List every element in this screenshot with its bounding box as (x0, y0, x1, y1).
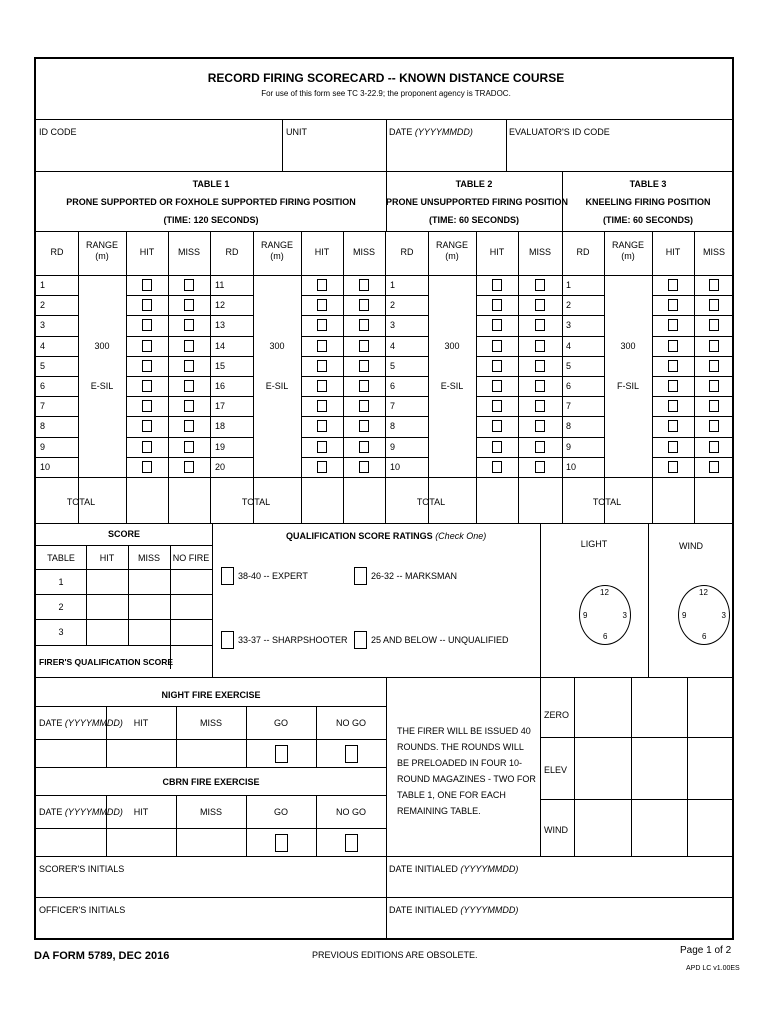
table1-round-10-miss-checkbox[interactable] (184, 461, 194, 473)
table1-round-7-miss-checkbox[interactable] (184, 400, 194, 412)
round-number: 9 (566, 441, 572, 452)
table3-round-7-miss-checkbox[interactable] (709, 400, 719, 412)
table2-round-5-hit-checkbox[interactable] (492, 360, 502, 372)
table1-total-miss-field[interactable] (344, 478, 384, 522)
table1-total-hit-field[interactable] (302, 478, 342, 522)
round-number: 7 (566, 401, 572, 412)
officer-initials-field[interactable] (36, 898, 386, 938)
table2-time: (TIME: 60 SECONDS) (428, 215, 519, 225)
table2-total-miss-field[interactable] (519, 478, 561, 522)
table1-round-10-miss-checkbox[interactable] (359, 461, 369, 473)
table1-round-1-hit-checkbox[interactable] (317, 279, 327, 291)
score-title: SCORE (107, 529, 140, 539)
unqualified-label: 25 AND BELOW -- UNQUALIFIED (371, 635, 509, 645)
score-t1-nofire[interactable] (171, 570, 211, 593)
date-field[interactable] (387, 119, 506, 171)
table3-round-10-miss-checkbox[interactable] (709, 461, 719, 473)
table2-round-3-hit-checkbox[interactable] (492, 319, 502, 331)
firer-qual-score-field[interactable] (171, 646, 211, 676)
unit-label: UNIT (286, 127, 307, 137)
range-header: RANGE (260, 240, 293, 250)
editions-note: PREVIOUS EDITIONS ARE OBSOLETE. (312, 950, 478, 960)
target-type: E-SIL (440, 381, 464, 391)
table2-round-4-hit-checkbox[interactable] (492, 340, 502, 352)
score-row-3: 3 (58, 627, 64, 637)
table2-round-8-miss-checkbox[interactable] (535, 420, 545, 432)
table3-round-1-miss-checkbox[interactable] (709, 279, 719, 291)
table1-round-5-miss-checkbox[interactable] (359, 360, 369, 372)
round-number: 2 (566, 300, 572, 311)
version-label: APD LC v1.00ES (686, 965, 740, 972)
table3-round-6-miss-checkbox[interactable] (709, 380, 719, 392)
rd-header: RD (400, 247, 414, 257)
table1-round-2-hit-checkbox[interactable] (317, 299, 327, 311)
clock-3: 3 (622, 611, 627, 620)
table1-round-4-miss-checkbox[interactable] (359, 340, 369, 352)
target-type: E-SIL (265, 381, 289, 391)
round-number: 3 (566, 320, 572, 331)
officer-date-format: (YYYYMMDD) (460, 905, 519, 915)
round-number: 16 (215, 381, 226, 391)
clock-6: 6 (702, 632, 707, 641)
round-number: 20 (215, 461, 226, 472)
table1-round-4-hit-checkbox[interactable] (142, 340, 152, 352)
table1-round-3-hit-checkbox[interactable] (142, 319, 152, 331)
range-value: 300 (444, 340, 460, 351)
table3-round-2-miss-checkbox[interactable] (709, 299, 719, 311)
total-label: TOTAL (241, 497, 271, 507)
table1-round-2-hit-checkbox[interactable] (142, 299, 152, 311)
round-number: 5 (390, 360, 396, 371)
table1-round-6-hit-checkbox[interactable] (142, 380, 152, 392)
night-hit-label: HIT (133, 718, 149, 728)
miss-header: MISS (528, 247, 551, 257)
night-nogo-label: NO GO (335, 718, 366, 728)
round-number: 10 (390, 461, 401, 472)
round-number: 4 (566, 340, 572, 351)
table3-round-9-hit-checkbox[interactable] (668, 441, 678, 453)
table1-round-3-miss-checkbox[interactable] (184, 319, 194, 331)
round-number: 2 (390, 300, 396, 311)
range-unit-header: (m) (445, 251, 459, 261)
night-nogo-checkbox[interactable] (345, 745, 358, 763)
cbrn-date-format: (YYYYMMDD) (64, 807, 123, 817)
marksman-checkbox[interactable] (354, 567, 367, 585)
night-date-label: DATE (39, 718, 63, 728)
total-label: TOTAL (416, 497, 446, 507)
cbrn-nogo-label: NO GO (335, 807, 366, 817)
table2-round-2-hit-checkbox[interactable] (492, 299, 502, 311)
ratings-check-note: (Check One) (435, 531, 487, 541)
zero-wind-label: WIND (544, 825, 568, 835)
id-code-label: ID CODE (39, 127, 77, 137)
table2-round-7-miss-checkbox[interactable] (535, 400, 545, 412)
table2-round-6-hit-checkbox[interactable] (492, 380, 502, 392)
table2-round-10-hit-checkbox[interactable] (492, 461, 502, 473)
table1-round-9-miss-checkbox[interactable] (184, 441, 194, 453)
score-row-2: 2 (58, 602, 64, 612)
round-number: 1 (40, 280, 46, 290)
cbrn-title: CBRN FIRE EXERCISE (162, 777, 260, 787)
range-header: RANGE (85, 240, 118, 250)
table3-round-10-hit-checkbox[interactable] (668, 461, 678, 473)
round-number: 15 (215, 360, 226, 371)
score-col-nofire: NO FIRE (172, 553, 210, 563)
table3-round-8-miss-checkbox[interactable] (709, 420, 719, 432)
total-label: TOTAL (66, 497, 96, 507)
table1-round-1-miss-checkbox[interactable] (184, 279, 194, 291)
cbrn-date-label: DATE (39, 807, 63, 817)
evaluator-id-field[interactable] (507, 119, 734, 171)
form-number: DA FORM 5789, DEC 2016 (34, 950, 170, 962)
clock-12: 12 (600, 588, 609, 597)
page-number: Page 1 of 2 (680, 945, 732, 956)
miss-header: MISS (352, 247, 375, 257)
table3-round-5-hit-checkbox[interactable] (668, 360, 678, 372)
table1-position: PRONE SUPPORTED OR FOXHOLE SUPPORTED FIRING POSITION (66, 197, 356, 207)
cbrn-hit-label: HIT (133, 807, 149, 817)
table1-round-8-miss-checkbox[interactable] (359, 420, 369, 432)
light-label: LIGHT (580, 539, 608, 549)
id-code-field[interactable] (36, 119, 282, 171)
round-number: 1 (390, 280, 396, 290)
table3-round-8-hit-checkbox[interactable] (668, 420, 678, 432)
table1-round-1-miss-checkbox[interactable] (359, 279, 369, 291)
hit-header: HIT (139, 247, 155, 257)
table3-round-1-hit-checkbox[interactable] (668, 279, 678, 291)
table1-round-10-hit-checkbox[interactable] (317, 461, 327, 473)
table2-round-5-miss-checkbox[interactable] (535, 360, 545, 372)
table1-round-7-hit-checkbox[interactable] (142, 400, 152, 412)
table1-round-6-hit-checkbox[interactable] (317, 380, 327, 392)
expert-checkbox[interactable] (221, 567, 234, 585)
scorecard-form (34, 57, 734, 940)
range-header: RANGE (435, 240, 468, 250)
table3-round-2-hit-checkbox[interactable] (668, 299, 678, 311)
date-format: (YYYYMMDD) (414, 127, 473, 137)
table3-title: TABLE 3 (629, 179, 667, 189)
round-number: 5 (566, 360, 572, 371)
sharpshooter-checkbox[interactable] (221, 631, 234, 649)
rounds-grid (36, 231, 734, 523)
miss-header: MISS (177, 247, 200, 257)
table1-round-3-hit-checkbox[interactable] (317, 319, 327, 331)
round-number: 10 (40, 461, 51, 472)
table1-title: TABLE 1 (192, 179, 230, 189)
clock-12: 12 (699, 588, 708, 597)
range-unit-header: (m) (270, 251, 284, 261)
unqualified-checkbox[interactable] (354, 631, 367, 649)
range-value: 300 (269, 340, 285, 351)
cbrn-nogo-checkbox[interactable] (345, 834, 358, 852)
round-number: 11 (215, 280, 225, 290)
table2-title: TABLE 2 (455, 179, 493, 189)
table2-position: PRONE UNSUPPORTED FIRING POSITION (386, 197, 569, 207)
table1-round-5-hit-checkbox[interactable] (142, 360, 152, 372)
table3-round-5-miss-checkbox[interactable] (709, 360, 719, 372)
table1-round-3-miss-checkbox[interactable] (359, 319, 369, 331)
round-number: 6 (390, 381, 396, 391)
unit-field[interactable] (283, 119, 386, 171)
round-number: 3 (40, 320, 46, 331)
scorer-initials-label: SCORER'S INITIALS (39, 864, 125, 874)
ratings-title: QUALIFICATION SCORE RATINGS (286, 531, 433, 541)
table3-round-3-hit-checkbox[interactable] (668, 319, 678, 331)
score-col-table: TABLE (47, 553, 75, 563)
round-number: 3 (390, 320, 396, 331)
round-number: 12 (215, 300, 226, 311)
table2-round-9-hit-checkbox[interactable] (492, 441, 502, 453)
clock-9: 9 (583, 611, 588, 620)
table1-round-6-miss-checkbox[interactable] (184, 380, 194, 392)
table1-total-miss-field[interactable] (169, 478, 209, 522)
rd-header: RD (50, 247, 64, 257)
firer-qual-score-label: FIRER'S QUALIFICATION SCORE (39, 657, 174, 667)
table3-round-9-miss-checkbox[interactable] (709, 441, 719, 453)
expert-label: 38-40 -- EXPERT (238, 571, 308, 581)
table1-round-2-miss-checkbox[interactable] (359, 299, 369, 311)
light-clock-diagram[interactable] (579, 585, 631, 645)
table1-total-hit-field[interactable] (127, 478, 167, 522)
round-number: 18 (215, 421, 226, 432)
form-subtitle: For use of this form see TC 3-22.9; the proponent agency is TRADOC. (261, 89, 511, 98)
table2-round-6-miss-checkbox[interactable] (535, 380, 545, 392)
round-number: 17 (215, 401, 226, 412)
sharpshooter-label: 33-37 -- SHARPSHOOTER (238, 635, 348, 645)
table2-round-9-miss-checkbox[interactable] (535, 441, 545, 453)
table3-round-6-hit-checkbox[interactable] (668, 380, 678, 392)
table3-round-3-miss-checkbox[interactable] (709, 319, 719, 331)
table1-round-8-miss-checkbox[interactable] (184, 420, 194, 432)
round-number: 19 (215, 441, 226, 452)
round-number: 5 (40, 360, 46, 371)
table1-time: (TIME: 120 SECONDS) (163, 215, 259, 225)
table1-round-5-miss-checkbox[interactable] (184, 360, 194, 372)
table1-round-9-hit-checkbox[interactable] (317, 441, 327, 453)
officer-date-field[interactable] (387, 898, 734, 938)
round-number: 8 (40, 421, 46, 432)
elev-label: ELEV (544, 765, 568, 775)
clock-9: 9 (682, 611, 687, 620)
table2-round-10-miss-checkbox[interactable] (535, 461, 545, 473)
table3-round-7-hit-checkbox[interactable] (668, 400, 678, 412)
score-t1-hit[interactable] (87, 570, 127, 593)
night-miss-label: MISS (199, 718, 222, 728)
hit-header: HIT (489, 247, 505, 257)
table1-round-8-hit-checkbox[interactable] (142, 420, 152, 432)
round-number: 10 (566, 461, 577, 472)
round-number: 6 (566, 381, 572, 391)
cbrn-miss-label: MISS (199, 807, 222, 817)
cbrn-go-label: GO (273, 807, 288, 817)
range-value: 300 (94, 340, 110, 351)
table1-round-9-miss-checkbox[interactable] (359, 441, 369, 453)
round-number: 9 (390, 441, 396, 452)
round-number: 2 (40, 300, 46, 311)
round-number: 13 (215, 320, 226, 331)
form-title: RECORD FIRING SCORECARD -- KNOWN DISTANCE COURSE (207, 71, 565, 85)
table3-time: (TIME: 60 SECONDS) (602, 215, 693, 225)
score-col-miss: MISS (137, 553, 160, 563)
table2-total-hit-field[interactable] (477, 478, 517, 522)
table2-round-2-miss-checkbox[interactable] (535, 299, 545, 311)
round-number: 8 (566, 421, 572, 432)
hit-header: HIT (665, 247, 681, 257)
table1-round-7-miss-checkbox[interactable] (359, 400, 369, 412)
officer-initials-label: OFFICER'S INITIALS (39, 905, 126, 915)
table3-round-4-miss-checkbox[interactable] (709, 340, 719, 352)
miss-header: MISS (702, 247, 725, 257)
round-number: 9 (40, 441, 46, 452)
wind-label: WIND (679, 541, 703, 551)
table2-round-7-hit-checkbox[interactable] (492, 400, 502, 412)
scorer-date-format: (YYYYMMDD) (460, 864, 519, 874)
cbrn-go-checkbox[interactable] (275, 834, 288, 852)
table2-round-1-hit-checkbox[interactable] (492, 279, 502, 291)
round-number: 14 (215, 340, 226, 351)
round-number: 8 (390, 421, 396, 432)
range-unit-header: (m) (621, 251, 635, 261)
range-header: RANGE (611, 240, 644, 250)
total-label: TOTAL (592, 497, 622, 507)
round-number: 7 (40, 401, 46, 412)
round-number: 1 (566, 280, 572, 290)
table2-round-4-miss-checkbox[interactable] (535, 340, 545, 352)
date-label: DATE (389, 127, 413, 137)
table1-round-6-miss-checkbox[interactable] (359, 380, 369, 392)
clock-6: 6 (603, 632, 608, 641)
table3-round-4-hit-checkbox[interactable] (668, 340, 678, 352)
marksman-label: 26-32 -- MARKSMAN (371, 571, 458, 581)
table3-total-miss-field[interactable] (695, 478, 733, 522)
evaluator-id-label: EVALUATOR'S ID CODE (509, 127, 610, 137)
table3-total-hit-field[interactable] (653, 478, 693, 522)
table1-round-9-hit-checkbox[interactable] (142, 441, 152, 453)
round-number: 4 (40, 340, 46, 351)
target-type: E-SIL (90, 381, 114, 391)
rd-header: RD (225, 247, 239, 257)
table1-round-4-miss-checkbox[interactable] (184, 340, 194, 352)
night-go-label: GO (273, 718, 288, 728)
wind-clock-diagram[interactable] (678, 585, 730, 645)
target-type: F-SIL (616, 381, 639, 391)
table1-round-8-hit-checkbox[interactable] (317, 420, 327, 432)
hit-header: HIT (314, 247, 330, 257)
table2-round-1-miss-checkbox[interactable] (535, 279, 545, 291)
range-value: 300 (620, 340, 636, 351)
table1-round-7-hit-checkbox[interactable] (317, 400, 327, 412)
night-go-checkbox[interactable] (275, 745, 288, 763)
table2-round-3-miss-checkbox[interactable] (535, 319, 545, 331)
score-row-1: 1 (58, 577, 64, 587)
round-number: 7 (390, 401, 396, 412)
round-number: 4 (390, 340, 396, 351)
score-col-hit: HIT (99, 553, 115, 563)
table1-round-2-miss-checkbox[interactable] (184, 299, 194, 311)
round-number: 6 (40, 381, 46, 391)
table3-position: KNEELING FIRING POSITION (585, 197, 711, 207)
scorer-date-label: DATE INITIALED (389, 864, 458, 874)
table1-round-5-hit-checkbox[interactable] (317, 360, 327, 372)
scorer-initials-field[interactable] (36, 857, 386, 897)
score-t1-miss[interactable] (129, 570, 169, 593)
table1-round-1-hit-checkbox[interactable] (142, 279, 152, 291)
zero-label: ZERO (544, 710, 570, 720)
table1-round-10-hit-checkbox[interactable] (142, 461, 152, 473)
night-fire-title: NIGHT FIRE EXERCISE (161, 690, 261, 700)
clock-3: 3 (721, 611, 726, 620)
table2-round-8-hit-checkbox[interactable] (492, 420, 502, 432)
table1-round-4-hit-checkbox[interactable] (317, 340, 327, 352)
night-date-format: (YYYYMMDD) (64, 718, 123, 728)
rd-header: RD (576, 247, 590, 257)
scorer-date-field[interactable] (387, 857, 734, 897)
instructions-text: THE FIRER WILL BE ISSUED 40 ROUNDS. THE ROUNDS WILL BE PRELOADED IN FOUR 10-ROUND MAGAZINES - TWO FOR TABLE 1, ONE FOR EACH REMAINING TABLE. (397, 726, 536, 816)
officer-date-label: DATE INITIALED (389, 905, 458, 915)
range-unit-header: (m) (95, 251, 109, 261)
